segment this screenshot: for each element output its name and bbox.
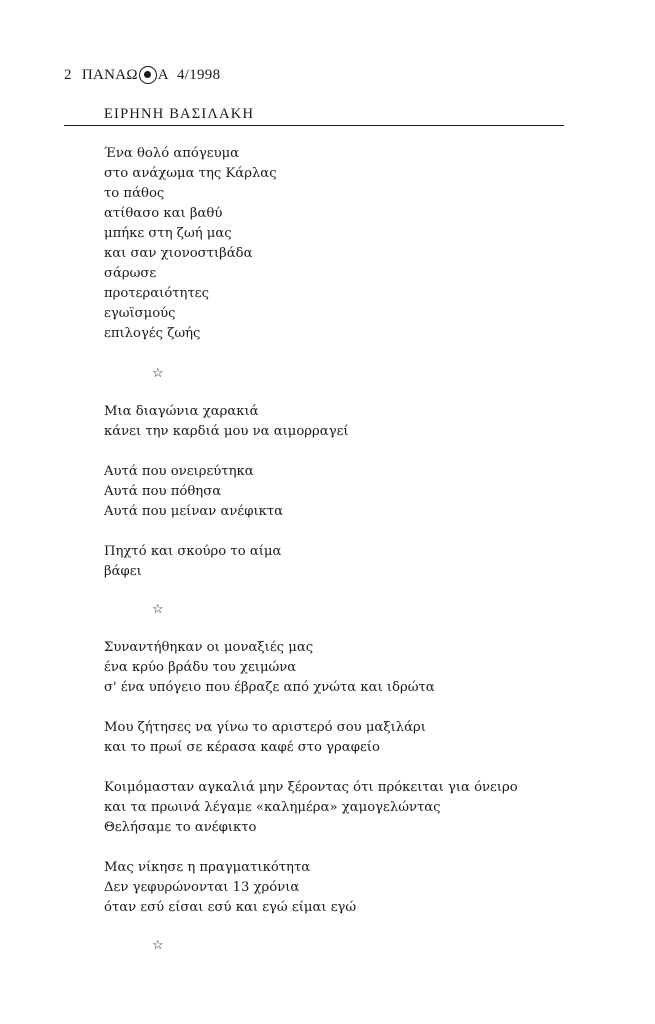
poem-line: Συναντήθηκαν οι μοναξιές μας (104, 640, 314, 655)
poem-line: Αυτά που ονειρεύτηκα (104, 464, 254, 479)
stanza-7 (104, 778, 624, 838)
poem-line: προτεραιότητες (104, 286, 209, 301)
star-separator-icon: ☆ (152, 938, 164, 953)
stanza-5 (104, 638, 624, 698)
poem-line: Μια διαγώνια χαρακιά (104, 404, 259, 419)
author-name: ΕΙΡΗΝΗ ΒΑΣΙΛΑΚΗ (104, 106, 255, 122)
page-number: 2 (64, 66, 72, 83)
running-header (64, 66, 220, 84)
issue-number: 4/1998 (176, 66, 221, 83)
poem-line: Δεν γεφυρώνονται 13 χρόνια (104, 880, 300, 895)
poem-line: ένα κρύο βράδυ του χειμώνα (104, 660, 297, 675)
poem-line: όταν εσύ είσαι εσύ και εγώ είμαι εγώ (104, 900, 357, 915)
poem-line: Κοιμόμασταν αγκαλιά μην ξέροντας ότι πρόκειται για όνειρο (104, 780, 518, 795)
poem-line: και το πρωί σε κέρασα καφέ στο γραφείο (104, 740, 380, 755)
star-separator-icon: ☆ (152, 602, 164, 617)
poem-line: επιλογές ζωής (104, 326, 201, 341)
journal-title-left: ΠΑΝΑΩ (81, 66, 138, 83)
stanza-8 (104, 858, 624, 918)
star-separator-icon: ☆ (152, 366, 164, 381)
stanza-3 (104, 462, 624, 522)
poem-line: Αυτά που πόθησα (104, 484, 222, 499)
poem-line: Ένα θολό απόγευμα (104, 146, 240, 161)
poem-line: Μας νίκησε η πραγματικότητα (104, 860, 311, 875)
poem-line: και σαν χιονοστιβάδα (104, 246, 253, 261)
poem-line: Μου ζήτησες να γίνω το αριστερό σου μαξιλάρι (104, 720, 426, 735)
journal-logo-icon (139, 66, 157, 84)
poem-line: Θελήσαμε το ανέφικτο (104, 820, 257, 835)
header-rule (64, 125, 564, 126)
poem-line: και τα πρωινά λέγαμε «καλημέρα» χαμογελώντας (104, 800, 441, 815)
poem-line: σάρωσε (104, 266, 157, 281)
poem-line: το πάθος (104, 186, 165, 201)
stanza-1 (104, 144, 624, 344)
poem-line: βάφει (104, 564, 142, 579)
poem-line: μπήκε στη ζωή μας (104, 226, 232, 241)
poem-line: ατίθασο και βαθύ (104, 206, 223, 221)
journal-title (82, 66, 169, 84)
poem-line: στο ανάχωμα της Κάρλας (104, 166, 277, 181)
poem-line: Αυτά που μείναν ανέφικτα (104, 504, 284, 519)
poem-line: Πηχτό και σκούρο το αίμα (104, 544, 282, 559)
poem-body (104, 144, 624, 974)
poem-line: σ' ένα υπόγειο που έβραζε από χνώτα και ιδρώτα (104, 680, 435, 695)
poem-line: εγωϊσμούς (104, 306, 176, 321)
journal-title-right: Α (157, 66, 169, 83)
stanza-4 (104, 542, 624, 582)
poem-line: κάνει την καρδιά μου να αιμορραγεί (104, 424, 349, 439)
stanza-6 (104, 718, 624, 758)
stanza-2 (104, 402, 624, 442)
